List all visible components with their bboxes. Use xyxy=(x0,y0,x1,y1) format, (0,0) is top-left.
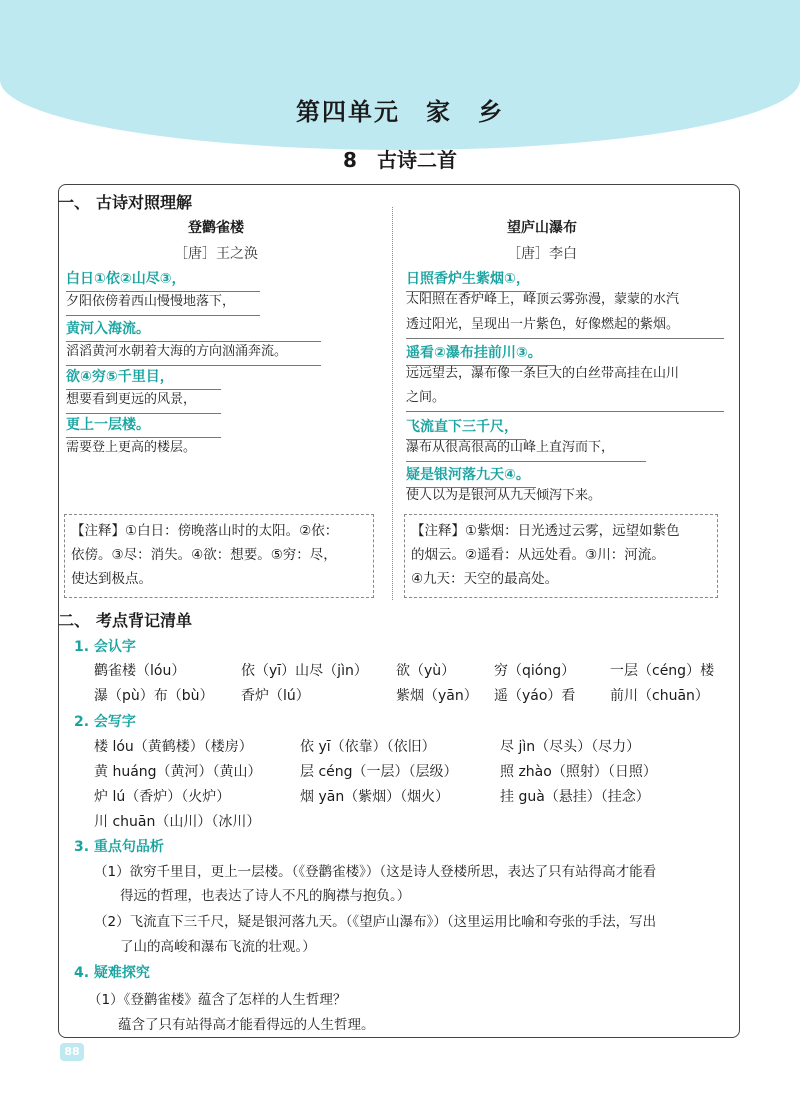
poem2-trans1a: 太阳照在香炉峰上，峰顶云雾弥漫，蒙蒙的水汽 xyxy=(406,292,680,307)
poem2-trans2a: 远远望去，瀑布像一条巨大的白丝带高挂在山川 xyxy=(406,366,680,381)
poem2-trans1b: 透过阳光，呈现出一片紫色，好像燃起的紫烟。 xyxy=(406,313,724,339)
write-word: 川 chuān（山川）（冰川） xyxy=(94,814,261,830)
poem1-line2: 黄河入海流。 xyxy=(66,318,321,342)
write-word: 楼 lóu（黄鹤楼）（楼房） xyxy=(94,739,253,755)
poem2-trans4: 使人以为是银河从九天倾泻下来。 xyxy=(406,488,602,503)
page-number: 88 xyxy=(60,1043,84,1061)
write-word: 黄 huáng（黄河）（黄山） xyxy=(94,764,262,780)
sub2-title: 2. 会写字 xyxy=(74,714,136,730)
recognize-word: 依（yī）山尽（jìn） xyxy=(241,663,368,679)
poem1-line3: 欲④穷⑤千里目， xyxy=(66,366,221,390)
inquiry-answer: 蕴含了只有站得高才能看得远的人生哲理。 xyxy=(118,1017,375,1033)
recognize-word: 遥（yáo）看 xyxy=(494,688,576,704)
poem1-trans2: 滔滔黄河水朝着大海的方向汹涌奔流。 xyxy=(66,340,321,366)
recognize-word: 鹳雀楼（lóu） xyxy=(94,663,186,679)
write-word: 炉 lú（香炉）（火炉） xyxy=(94,789,231,805)
analysis-line: （1）欲穷千里目，更上一层楼。（《登鹳雀楼》）（这是诗人登楼所思，表达了只有站得高才能看 xyxy=(94,864,657,880)
section2-heading xyxy=(58,608,192,631)
section2-number: 二、 xyxy=(58,611,91,630)
sub4-title: 4. 疑难探究 xyxy=(74,965,150,981)
poem2-line1: 日照香炉生紫烟①， xyxy=(406,268,536,292)
write-word: 尽 jìn（尽头）（尽力） xyxy=(500,739,641,755)
poem2-trans2b: 之间。 xyxy=(406,386,724,412)
analysis-line: 了山的高峻和瀑布飞流的壮观。） xyxy=(120,939,316,955)
poem2-line4: 疑是银河落九天④。 xyxy=(406,464,536,488)
write-word: 层 céng（一层）（层级） xyxy=(300,764,458,780)
poem1-line4: 更上一层楼。 xyxy=(66,414,221,438)
poem1-line1: 白日①依②山尽③， xyxy=(66,268,260,292)
recognize-word: 瀑（pù）布（bù） xyxy=(94,688,214,704)
write-word: 照 zhào（照射）（日照） xyxy=(500,764,657,780)
recognize-word: 香炉（lú） xyxy=(241,688,310,704)
poem1-author: ［唐］王之涣 xyxy=(174,246,258,262)
poem1-note-line: 依傍。③尽：消失。④欲：想要。⑤穷：尽， xyxy=(71,547,337,563)
section1-heading xyxy=(58,190,192,213)
analysis-line: （2）飞流直下三千尺，疑是银河落九天。（《望庐山瀑布》）（这里运用比喻和夸张的手法，写出 xyxy=(94,914,657,930)
recognize-word: 欲（yù） xyxy=(396,663,456,679)
poem2-line3: 飞流直下三千尺， xyxy=(406,416,526,440)
write-word: 依 yī（依靠）（依旧） xyxy=(300,739,436,755)
poem1-trans1: 夕阳依傍着西山慢慢地落下， xyxy=(66,290,260,316)
poem2-author: ［唐］李白 xyxy=(507,246,577,262)
poem1-trans3: 想要看到更远的风景， xyxy=(66,388,221,414)
lesson-title: 8 古诗二首 xyxy=(343,148,457,172)
recognize-word: 穷（qióng） xyxy=(494,663,576,679)
poem2-line2: 遥看②瀑布挂前川③。 xyxy=(406,342,556,366)
inquiry-question: （1）《登鹳雀楼》蕴含了怎样的人生哲理？ xyxy=(88,992,347,1008)
poem2-note-line: 【注释】①紫烟：日光透过云雾，远望如紫色 xyxy=(411,523,680,539)
section2-title: 考点背记清单 xyxy=(96,611,193,630)
write-word: 挂 guà（悬挂）（挂念） xyxy=(500,789,650,805)
unit-title: 第四单元 家 乡 xyxy=(296,98,504,126)
poem1-notes xyxy=(64,514,374,598)
poem1-title: 登鹳雀楼 xyxy=(188,220,244,236)
write-word: 烟 yān（紫烟）（烟火） xyxy=(300,789,450,805)
recognize-word: 紫烟（yān） xyxy=(396,688,478,704)
poem2-title: 望庐山瀑布 xyxy=(507,220,577,236)
recognize-word: 一层（céng）楼 xyxy=(610,663,715,679)
poem2-note-line: ④九天：天空的最高处。 xyxy=(411,571,559,587)
poem1-note-line: 使达到极点。 xyxy=(71,571,152,587)
section1-number: 一、 xyxy=(58,193,91,212)
poem2-note-line: 的烟云。②遥看：从远处看。③川：河流。 xyxy=(411,547,665,563)
poem2-notes xyxy=(404,514,718,598)
poem1-trans4: 需要登上更高的楼层。 xyxy=(66,440,197,455)
sub3-title: 3. 重点句品析 xyxy=(74,839,164,855)
section1-title: 古诗对照理解 xyxy=(96,193,193,212)
analysis-line: 得远的哲理，也表达了诗人不凡的胸襟与抱负。） xyxy=(120,888,411,904)
poem1-note-line: 【注释】①白日：傍晚落山时的太阳。②依： xyxy=(71,523,339,539)
poem2-trans3: 瀑布从很高很高的山峰上直泻而下， xyxy=(406,436,646,462)
column-divider xyxy=(392,207,393,600)
recognize-word: 前川（chuān） xyxy=(610,688,709,704)
sub1-title: 1. 会认字 xyxy=(74,639,136,655)
